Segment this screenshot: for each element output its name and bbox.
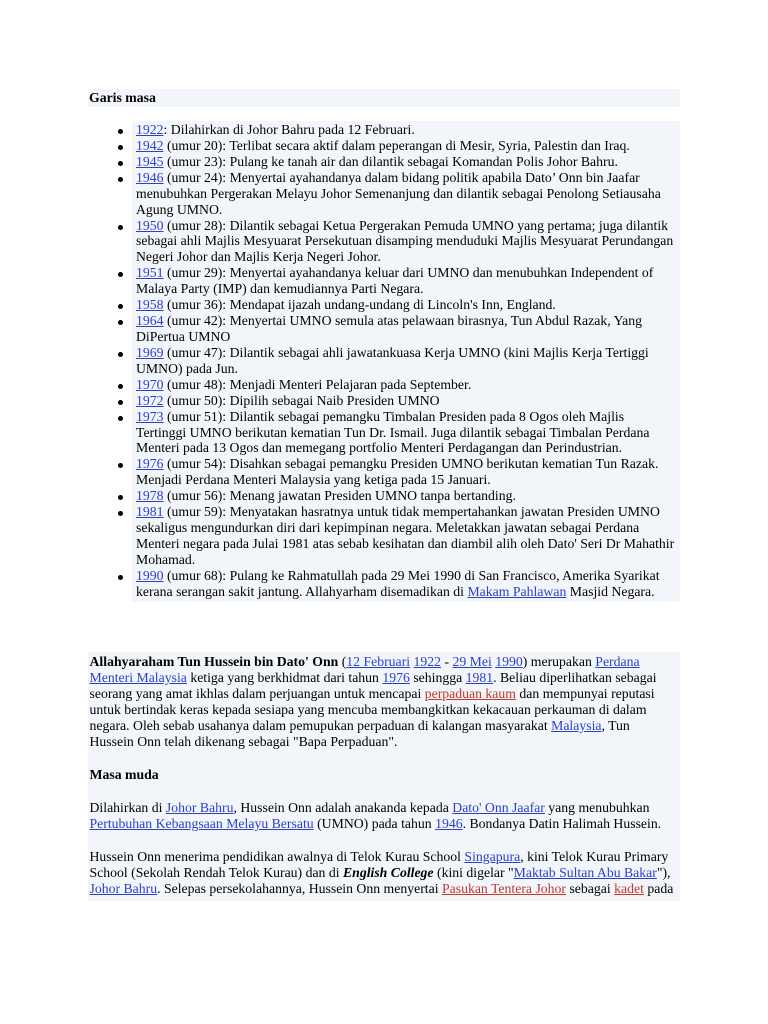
timeline-item (136, 138, 674, 154)
text-run: sekaligus mengundurkan diri dari kepimpinan negara. Meletakkan jawatan sebagai Perdana (136, 520, 640, 536)
text-run: (umur 20): Terlibat secara aktif dalam peperangan di Mesir, Syria, Palestin dan Iraq. (163, 137, 630, 153)
text-run: Agung UMNO. (136, 201, 223, 217)
text-line (136, 345, 674, 361)
link-1981[interactable]: 1981 (136, 504, 164, 520)
text-line (136, 329, 674, 345)
link-1950[interactable]: 1950 (136, 217, 164, 233)
bullet-icon (118, 384, 123, 389)
text-run: yang menubuhkan (544, 800, 650, 816)
text-line (136, 552, 674, 568)
text-line (136, 425, 674, 441)
text-run: (umur 56): Menang jawatan Presiden UMNO tanpa bertanding. (163, 488, 516, 504)
link-1978[interactable]: 1978 (136, 488, 164, 504)
text-run: - (441, 654, 453, 669)
link-perdana[interactable]: Perdana (595, 654, 640, 669)
text-run: Menjadi Perdana Menteri Malaysia yang ketiga pada 15 Januari. (136, 472, 491, 488)
text-run: Hussein Onn menerima pendidikan awalnya di Telok Kurau School (89, 849, 465, 865)
timeline-item (136, 170, 674, 218)
text-run: (umur 51): Dilantik sebagai pemangku Timbalan Presiden pada 8 Ogos oleh Majlis (163, 408, 625, 424)
bullet-icon (118, 352, 123, 357)
timeline-item (136, 568, 674, 600)
text-run: (umur 28): Dilantik sebagai Ketua Pergerakan Pemuda UMNO yang pertama; juga dilantik (163, 217, 669, 233)
timeline-item (136, 488, 674, 504)
text-line (136, 536, 674, 552)
timeline-item (136, 504, 674, 568)
bullet-icon (118, 177, 123, 182)
link-29-mei[interactable]: 29 Mei (452, 654, 492, 669)
text-run: (umur 48): Menjadi Menteri Pelajaran pada September. (163, 376, 472, 392)
text-line (90, 654, 682, 670)
text-line (90, 670, 682, 686)
text-run: Malaya Party (IMP) dan kemudiannya Parti Negara. (136, 281, 424, 297)
text-run: pada (643, 881, 674, 897)
link-dato-onn-jaafar[interactable]: Dato' Onn Jaafar (452, 800, 545, 816)
text-line (90, 702, 682, 718)
link-1970[interactable]: 1970 (136, 376, 164, 392)
text-line (136, 584, 674, 600)
link-1951[interactable]: 1951 (136, 265, 164, 281)
text-line (136, 170, 674, 186)
text-run: School (Sekolah Rendah Telok Kurau) dan di (89, 865, 343, 881)
text-run: seorang yang amat ikhlas dalam perjuangan untuk mencapai (89, 685, 425, 701)
text-run: Masjid Negara. (566, 583, 655, 599)
text-line (90, 816, 682, 832)
text-line (136, 456, 674, 472)
text-run: ( (338, 654, 347, 669)
early-life-education-paragraph (90, 849, 682, 897)
text-run: (umur 59): Menyatakan hasratnya untuk tidak mempertahankan jawatan Presiden UMNO (163, 504, 660, 520)
early-life-birth-paragraph (90, 800, 682, 832)
text-line (136, 520, 674, 536)
bullet-icon (118, 400, 123, 405)
link-pertubuhan-kebangsaan-melayu-bersatu[interactable]: Pertubuhan Kebangsaan Melayu Bersatu (89, 816, 314, 832)
timeline-item (136, 122, 674, 138)
text-line (90, 849, 682, 865)
link-1969[interactable]: 1969 (136, 344, 164, 360)
text-line (136, 472, 674, 488)
timeline-heading: Garis masa (89, 90, 156, 105)
text-line (90, 734, 682, 750)
text-run: negara. Oleh sebab usahanya dalam pemupukan perpaduan di kalangan masyarakat (89, 717, 552, 733)
text-run: , Hussein Onn adalah anakanda kepada (233, 800, 453, 816)
bullet-icon (118, 320, 123, 325)
text-line (90, 686, 682, 702)
text-run: untuk bertindak keras kepada sesiapa yang mencuba membangkitkan kekacauan perkauman di dalam (89, 701, 647, 717)
link-1946[interactable]: 1946 (136, 169, 164, 185)
text-line (136, 297, 674, 313)
missing-page-link-pasukan-tentera-johor[interactable]: Pasukan Tentera Johor (441, 881, 567, 897)
bullet-icon (118, 129, 123, 134)
text-line (90, 865, 682, 881)
link-malaysia[interactable]: Malaysia (551, 717, 602, 733)
timeline-item (136, 265, 674, 297)
text-line (136, 281, 674, 297)
timeline-heading-band (88, 89, 680, 107)
text-line (90, 881, 682, 897)
timeline-list (136, 122, 674, 600)
link-1990[interactable]: 1990 (136, 567, 164, 583)
text-line (136, 265, 674, 281)
link-1946[interactable]: 1946 (435, 816, 463, 832)
text-run: . Beliau diperlihatkan sebagai (493, 669, 657, 685)
text-run: Hussein Onn telah dikenang sebagai "Bapa Perpaduan". (89, 733, 398, 749)
text-run: (umur 50): Dipilih sebagai Naib Presiden UMNO (163, 392, 440, 408)
text-line (136, 154, 674, 170)
link-1922[interactable]: 1922 (136, 122, 164, 137)
bullet-icon (118, 161, 123, 166)
text-run: "), (656, 865, 671, 881)
link-1976[interactable]: 1976 (136, 456, 164, 472)
text-run: (umur 24): Menyertai ayahandanya dalam bidang politik apabila Dato’ Onn bin Jaafar (163, 169, 640, 185)
text-run: kerana serangan sakit jantung. Allahyarham disemadikan di (136, 583, 468, 599)
link-1976[interactable]: 1976 (382, 669, 410, 685)
text-line (136, 568, 674, 584)
early-life-heading: Masa muda (89, 766, 159, 782)
link-12-februari[interactable]: 12 Februari (346, 654, 411, 669)
text-run: (umur 68): Pulang ke Rahmatullah pada 29 Mei 1990 di San Francisco, Amerika Syarikat (163, 567, 660, 583)
text-run: (UMNO) pada tahun (313, 816, 436, 832)
text-run: sebagai (566, 881, 615, 897)
link-1990[interactable]: 1990 (495, 654, 523, 669)
text-run: (umur 54): Disahkan sebagai pemangku Presiden UMNO berikutan kematian Tun Razak. (163, 456, 659, 472)
text-run: (kini digelar " (433, 865, 514, 881)
bullet-icon (118, 225, 123, 230)
bold-text: Allahyaraham Tun Hussein bin Dato' Onn (89, 654, 339, 669)
bullet-icon (118, 463, 123, 468)
bullet-icon (118, 575, 123, 580)
bullet-icon (118, 511, 123, 516)
text-line (136, 377, 674, 393)
text-run: (umur 29): Menyertai ayahandanya keluar dari UMNO dan menubuhkan Independent of (163, 265, 654, 281)
link-1964[interactable]: 1964 (136, 313, 164, 329)
bullet-icon (118, 145, 123, 150)
text-line (136, 504, 674, 520)
text-run: . Bondanya Datin Halimah Hussein. (462, 816, 662, 832)
text-run: , kini Telok Kurau Primary (520, 849, 669, 865)
bullet-icon (118, 272, 123, 277)
link-1972[interactable]: 1972 (136, 392, 164, 408)
text-run: Dilahirkan di (89, 800, 166, 816)
text-run: Menteri pada 13 Ogos dan memegang portfolio Menteri Perdagangan dan Perindustrian. (136, 440, 623, 456)
text-line (136, 138, 674, 154)
text-run: (umur 42): Menyertai UMNO semula atas pelawaan birasnya, Tun Abdul Razak, Yang (163, 313, 642, 329)
bullet-icon (118, 416, 123, 421)
text-run: ketiga yang berkhidmat dari tahun (186, 669, 383, 685)
link-1945[interactable]: 1945 (136, 153, 164, 169)
timeline-item (136, 297, 674, 313)
missing-page-link-kadet[interactable]: kadet (614, 881, 644, 897)
text-line (136, 218, 674, 234)
text-line (136, 122, 674, 138)
link-1981[interactable]: 1981 (465, 669, 494, 685)
text-run: . Selepas persekolahannya, Hussein Onn menyertai (157, 881, 442, 897)
text-line (136, 440, 674, 456)
text-line (136, 202, 674, 218)
text-run: UMNO) pada Jun. (136, 360, 238, 376)
text-line (90, 718, 682, 734)
text-run: Negeri Johor dan Majlis Kerja Negeri Johor. (136, 249, 381, 265)
timeline-item (136, 409, 674, 457)
link-johor-bahru[interactable]: Johor Bahru (165, 800, 234, 816)
text-run: sehingga (409, 669, 466, 685)
text-run: Tertinggi UMNO berikutan kematian Tun Dr. Ismail. Juga dilantik sebagai Timbalan Perdana (136, 424, 650, 440)
text-run: : Dilahirkan di Johor Bahru pada 12 Februari. (163, 122, 415, 137)
text-run: menubuhkan Pergerakan Melayu Johor Semenanjung dan dilantik sebagai Penolong Setiausaha (136, 185, 661, 201)
text-line (136, 409, 674, 425)
bullet-icon (118, 304, 123, 309)
text-run: ) merupakan (522, 654, 596, 669)
text-line (136, 488, 674, 504)
link-1942[interactable]: 1942 (136, 137, 164, 153)
missing-page-link-perpaduan-kaum[interactable]: perpaduan kaum (424, 685, 516, 701)
text-line (136, 393, 674, 409)
text-line (136, 233, 674, 249)
intro-paragraph (90, 654, 682, 750)
link-menteri-malaysia[interactable]: Menteri Malaysia (89, 669, 187, 685)
text-run: DiPertua UMNO (136, 328, 231, 344)
text-line (136, 313, 674, 329)
article-body (90, 654, 682, 915)
text-run: , Tun (601, 717, 630, 733)
text-line (136, 361, 674, 377)
timeline-item (136, 456, 674, 488)
timeline-item (136, 345, 674, 377)
text-run: (umur 47): Dilantik sebagai ahli jawatankuasa Kerja UMNO (kini Majlis Kerja Tertiggi (163, 344, 649, 360)
text-run: dan mempunyai reputasi (515, 685, 655, 701)
text-line (90, 800, 682, 816)
timeline-item (136, 377, 674, 393)
bullet-icon (118, 495, 123, 500)
text-run: Mohamad. (136, 551, 196, 567)
emphasis-text: English College (343, 865, 434, 881)
link-makam-pahlawan[interactable]: Makam Pahlawan (467, 583, 567, 599)
text-run: (umur 36): Mendapat ijazah undang-undang di Lincoln's Inn, England. (163, 297, 556, 313)
link-johor-bahru[interactable]: Johor Bahru (89, 881, 158, 897)
link-maktab-sultan-abu-bakar[interactable]: Maktab Sultan Abu Bakar (513, 865, 657, 881)
timeline-item (136, 218, 674, 266)
text-run: Menteri negara pada Julai 1981 atas sebab kesihatan dan diambil alih oleh Dato' Seri Dr Mahathir (136, 535, 675, 551)
text-line (136, 249, 674, 265)
link-1973[interactable]: 1973 (136, 408, 164, 424)
text-run: (umur 23): Pulang ke tanah air dan dilantik sebagai Komandan Polis Johor Bahru. (163, 153, 618, 169)
link-1958[interactable]: 1958 (136, 297, 164, 313)
text-line (136, 186, 674, 202)
link-1922[interactable]: 1922 (413, 654, 441, 669)
timeline-item (136, 154, 674, 170)
timeline-item (136, 313, 674, 345)
text-run: sebagai ahli Majlis Mesyuarat Persekutuan disamping menduduki Majlis Mesyuarat Perundangan (136, 233, 674, 249)
timeline-item (136, 393, 674, 409)
link-singapura[interactable]: Singapura (464, 849, 521, 865)
